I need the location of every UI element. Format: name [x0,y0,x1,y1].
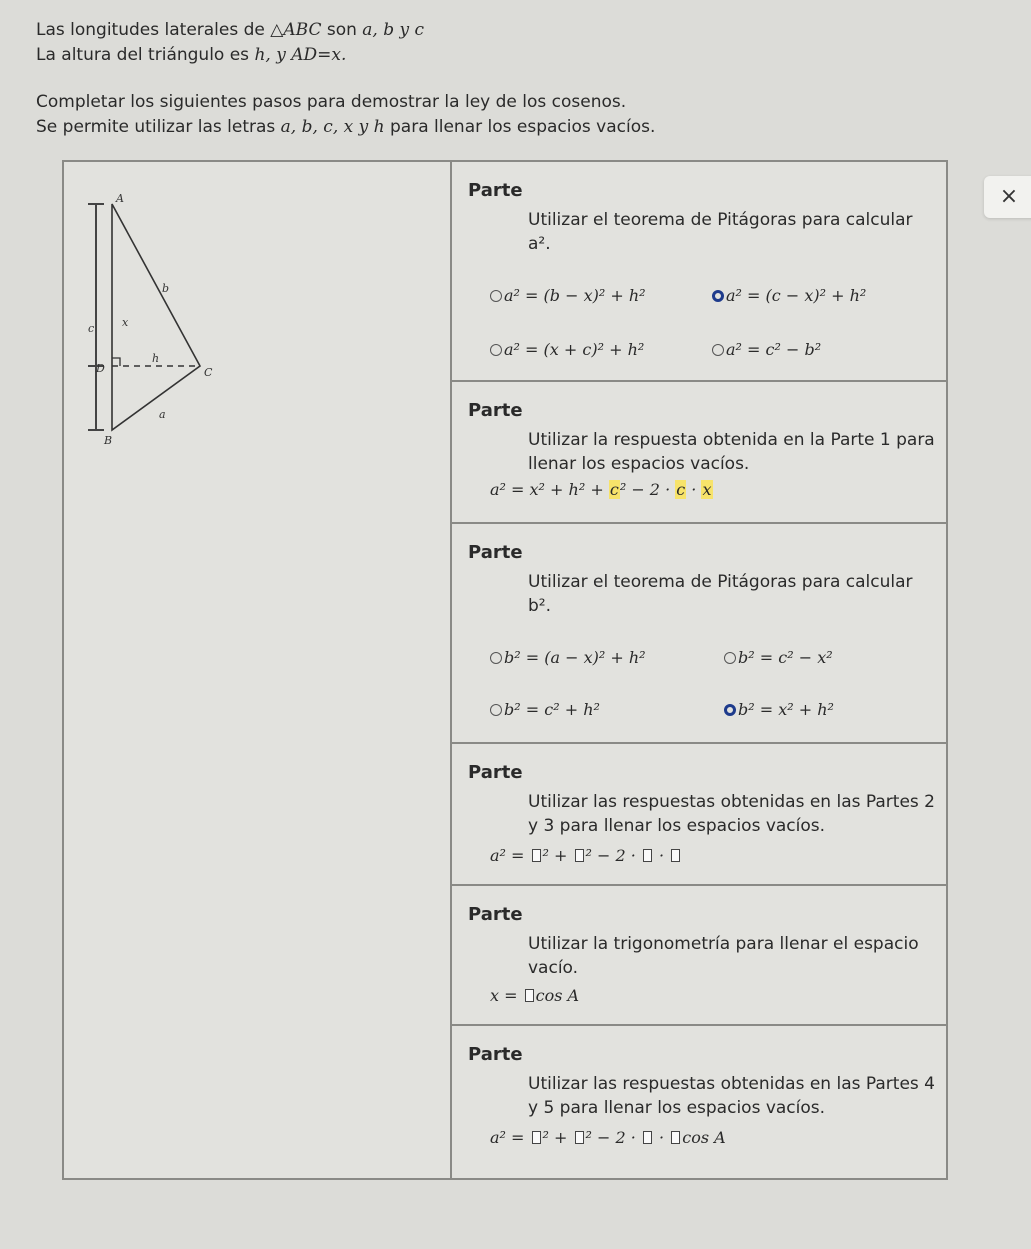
close-button[interactable]: × [984,176,1031,218]
part-3 [452,524,946,744]
part-instruction: Utilizar el teorema de Pitágoras para calcular a². [528,210,913,254]
blank-input[interactable] [532,1131,541,1144]
part-5 [452,886,946,1026]
option-3b[interactable]: b² = c² − x² [724,648,833,667]
label-h: h [152,352,160,365]
instruction-line-1: Las longitudes laterales de △ABC son a, b y c [36,20,425,40]
part-title: Parte [468,904,523,925]
part-6 [452,1026,946,1178]
triangle-diagram [84,192,264,452]
blank-input[interactable] [575,1131,584,1144]
option-1a[interactable]: a² = (b − x)² + h² [490,286,646,305]
radio-button[interactable] [490,652,502,664]
proof-panel [62,160,948,1180]
part-title: Parte [468,542,523,563]
option-1c[interactable]: a² = (x + c)² + h² [490,340,644,359]
part-title: Parte [468,400,523,421]
label-a: a [159,408,166,421]
radio-button[interactable] [724,652,736,664]
instruction-line-3: Completar los siguientes pasos para demostrar la ley de los cosenos. [36,92,627,112]
instructions [36,18,996,140]
blank-input[interactable] [671,1131,680,1144]
blank-input[interactable] [671,849,680,862]
label-D: D [96,362,105,375]
radio-button[interactable] [712,344,724,356]
blank-filled[interactable]: x [702,480,712,499]
formula-5: x = cos A [490,986,580,1005]
part-2 [452,382,946,524]
right-angle-mark [112,358,120,366]
blank-filled[interactable]: c [609,480,619,499]
blank-input[interactable] [525,989,534,1002]
part-title: Parte [468,1044,523,1065]
part-instruction: Utilizar el teorema de Pitágoras para calcular b². [528,572,913,616]
radio-button[interactable] [490,290,502,302]
label-A: A [116,192,124,205]
label-B: B [104,434,113,447]
part-instruction: Utilizar las respuestas obtenidas en las Partes 4 y 5 para llenar los espacios vacíos. [528,1074,935,1118]
option-1b[interactable]: a² = (c − x)² + h² [712,286,866,305]
radio-button[interactable] [490,704,502,716]
part-4 [452,744,946,886]
instruction-line-2: La altura del triángulo es h, y AD=x. [36,45,347,65]
triangle-figure [64,162,452,1178]
part-instruction: Utilizar la trigonometría para llenar el espacio vacío. [528,934,919,978]
label-c: c [88,322,95,335]
label-C: C [204,366,213,379]
option-3d[interactable]: b² = x² + h² [724,700,834,719]
part-instruction: Utilizar la respuesta obtenida en la Parte 1 para llenar los espacios vacíos. [528,430,935,474]
part-title: Parte [468,762,523,783]
label-b: b [162,282,170,295]
option-3c[interactable]: b² = c² + h² [490,700,600,719]
part-instruction: Utilizar las respuestas obtenidas en las Partes 2 y 3 para llenar los espacios vacíos. [528,792,935,836]
radio-button[interactable] [490,344,502,356]
formula-4: a² = ² + ² − 2 · · [490,846,682,865]
radio-button-selected[interactable] [712,290,724,302]
blank-input[interactable] [643,849,652,862]
formula-2: a² = x² + h² + c² − 2 · c · x [490,480,712,499]
part-1 [452,162,946,382]
blank-filled[interactable]: c [676,480,686,499]
label-x: x [122,316,129,329]
formula-6: a² = ² + ² − 2 · · cos A [490,1128,726,1147]
blank-input[interactable] [643,1131,652,1144]
option-3a[interactable]: b² = (a − x)² + h² [490,648,646,667]
option-1d[interactable]: a² = c² − b² [712,340,821,359]
part-title: Parte [468,180,523,201]
blank-input[interactable] [532,849,541,862]
radio-button-selected[interactable] [724,704,736,716]
blank-input[interactable] [575,849,584,862]
instruction-line-4: Se permite utilizar las letras a, b, c, x y h para llenar los espacios vacíos. [36,117,656,137]
